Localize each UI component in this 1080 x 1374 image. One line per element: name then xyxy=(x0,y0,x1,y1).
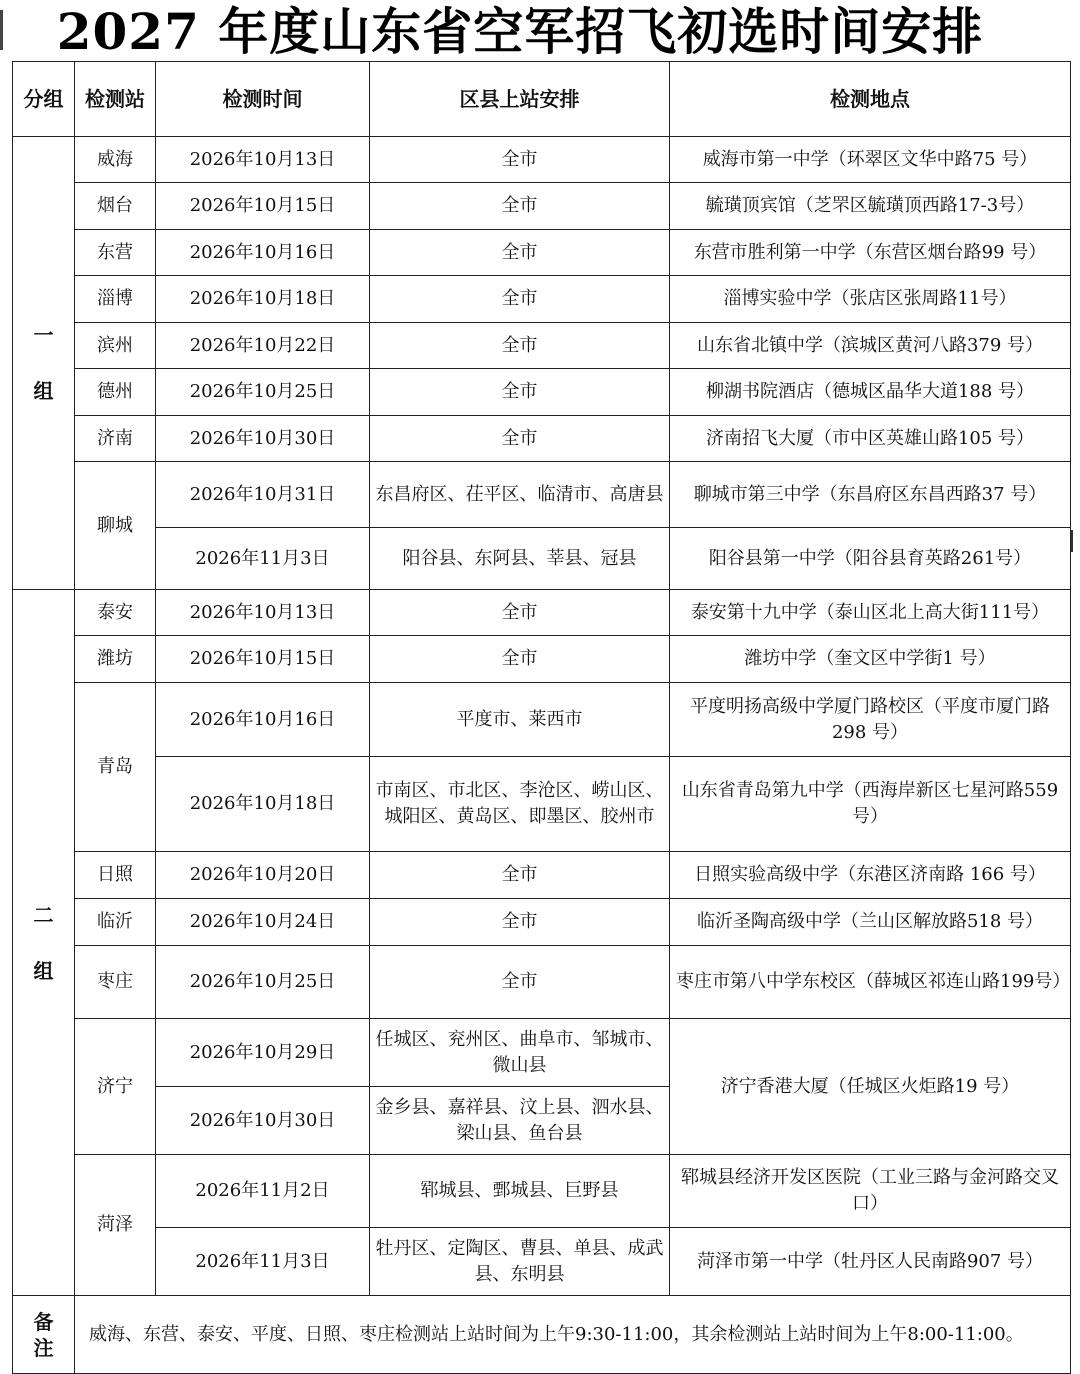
station-cell: 聊城 xyxy=(75,462,156,590)
district-cell: 全市 xyxy=(370,899,670,946)
header-station: 检测站 xyxy=(75,62,156,137)
location-cell: 泰安第十九中学（泰山区北上高大街111号） xyxy=(670,590,1071,636)
remarks-text: 威海、东营、泰安、平度、日照、枣庄检测站上站时间为上午9:30-11:00，其余检测站上站时间为上午8:00-11:00。 xyxy=(75,1296,1071,1374)
location-cell: 威海市第一中学（环翠区文华中路75 号） xyxy=(670,137,1071,183)
date-cell: 2026年10月30日 xyxy=(156,1087,370,1155)
district-cell: 全市 xyxy=(370,137,670,183)
date-cell: 2026年11月3日 xyxy=(156,528,370,590)
group-label-gap xyxy=(17,928,70,958)
table-row xyxy=(13,1019,1071,1087)
location-cell: 聊城市第三中学（东昌府区东昌西路37 号） xyxy=(670,462,1071,528)
district-cell: 全市 xyxy=(370,852,670,899)
station-cell: 滨州 xyxy=(75,323,156,369)
table-row xyxy=(13,462,1071,528)
date-cell: 2026年10月16日 xyxy=(156,683,370,757)
date-cell: 2026年10月22日 xyxy=(156,323,370,369)
table-body xyxy=(13,137,1071,1374)
location-cell: 山东省青岛第九中学（西海岸新区七星河路559 号） xyxy=(670,757,1071,852)
station-cell: 济宁 xyxy=(75,1019,156,1155)
remarks-label-part: 注 xyxy=(33,1335,54,1360)
district-cell: 全市 xyxy=(370,230,670,276)
station-cell: 威海 xyxy=(75,137,156,183)
district-cell: 市南区、市北区、李沧区、崂山区、城阳区、黄岛区、即墨区、胶州市 xyxy=(370,757,670,852)
date-cell: 2026年10月25日 xyxy=(156,946,370,1019)
date-cell: 2026年10月20日 xyxy=(156,852,370,899)
district-cell: 全市 xyxy=(370,276,670,323)
remarks-row xyxy=(13,1296,1071,1374)
remarks-label-part: 备 xyxy=(33,1309,54,1334)
header-date: 检测时间 xyxy=(156,62,370,137)
date-cell: 2026年10月29日 xyxy=(156,1019,370,1087)
district-cell: 金乡县、嘉祥县、汶上县、泗水县、梁山县、鱼台县 xyxy=(370,1087,670,1155)
location-cell: 日照实验高级中学（东港区济南路 166 号） xyxy=(670,852,1071,899)
location-cell: 郓城县经济开发区医院（工业三路与金河路交叉口） xyxy=(670,1155,1071,1228)
date-cell: 2026年10月18日 xyxy=(156,276,370,323)
district-cell: 东昌府区、茌平区、临清市、高唐县 xyxy=(370,462,670,528)
group-cell xyxy=(13,590,75,1296)
location-cell: 济宁香港大厦（任城区火炬路19 号） xyxy=(670,1019,1071,1155)
date-cell: 2026年10月16日 xyxy=(156,230,370,276)
station-cell: 潍坊 xyxy=(75,636,156,683)
group-label-part: 组 xyxy=(33,379,54,403)
table-row xyxy=(13,416,1071,462)
station-cell: 日照 xyxy=(75,852,156,899)
date-cell: 2026年10月13日 xyxy=(156,137,370,183)
date-cell: 2026年10月13日 xyxy=(156,590,370,636)
date-cell: 2026年10月18日 xyxy=(156,757,370,852)
table-row xyxy=(13,636,1071,683)
location-cell: 潍坊中学（奎文区中学街1 号） xyxy=(670,636,1071,683)
table-row xyxy=(13,852,1071,899)
group-label-part: 组 xyxy=(33,958,54,983)
date-cell: 2026年10月15日 xyxy=(156,636,370,683)
location-cell: 济南招飞大厦（市中区英雄山路105 号） xyxy=(670,416,1071,462)
table-row xyxy=(13,1155,1071,1228)
group-label-part: 一 xyxy=(33,323,54,347)
location-cell: 菏泽市第一中学（牡丹区人民南路907 号） xyxy=(670,1228,1071,1296)
table-row xyxy=(13,369,1071,416)
station-cell: 德州 xyxy=(75,369,156,416)
station-cell: 济南 xyxy=(75,416,156,462)
table-row xyxy=(13,590,1071,636)
location-cell: 东营市胜利第一中学（东营区烟台路99 号） xyxy=(670,230,1071,276)
district-cell: 阳谷县、东阿县、莘县、冠县 xyxy=(370,528,670,590)
table-row xyxy=(13,683,1071,757)
group-cell xyxy=(13,137,75,590)
location-cell: 阳谷县第一中学（阳谷县育英路261号） xyxy=(670,528,1071,590)
district-cell: 全市 xyxy=(370,590,670,636)
district-cell: 牡丹区、定陶区、曹县、单县、成武县、东明县 xyxy=(370,1228,670,1296)
district-cell: 郓城县、鄄城县、巨野县 xyxy=(370,1155,670,1228)
district-cell: 全市 xyxy=(370,369,670,416)
date-cell: 2026年10月25日 xyxy=(156,369,370,416)
header-row xyxy=(13,62,1071,137)
date-cell: 2026年10月31日 xyxy=(156,462,370,528)
location-cell: 临沂圣陶高级中学（兰山区解放路518 号） xyxy=(670,899,1071,946)
date-cell: 2026年10月15日 xyxy=(156,183,370,230)
district-cell: 全市 xyxy=(370,323,670,369)
station-cell: 菏泽 xyxy=(75,1155,156,1296)
district-cell: 全市 xyxy=(370,416,670,462)
table-row xyxy=(13,946,1071,1019)
schedule-table xyxy=(12,61,1071,1374)
table-row xyxy=(13,183,1071,230)
location-cell: 平度明扬高级中学厦门路校区（平度市厦门路298 号） xyxy=(670,683,1071,757)
district-cell: 全市 xyxy=(370,946,670,1019)
district-cell: 全市 xyxy=(370,183,670,230)
header-location: 检测地点 xyxy=(670,62,1071,137)
group-label-gap xyxy=(17,348,70,378)
table-row xyxy=(13,230,1071,276)
location-cell: 淄博实验中学（张店区张周路11号） xyxy=(670,276,1071,323)
remarks-label xyxy=(13,1296,75,1374)
table-row xyxy=(13,1228,1071,1296)
date-cell: 2026年10月24日 xyxy=(156,899,370,946)
station-cell: 淄博 xyxy=(75,276,156,323)
right-edge-mark xyxy=(1071,530,1073,552)
district-cell: 平度市、莱西市 xyxy=(370,683,670,757)
page-title: 2027 年度山东省空军招飞初选时间安排 xyxy=(56,2,984,61)
district-cell: 全市 xyxy=(370,636,670,683)
table-row xyxy=(13,276,1071,323)
table-row xyxy=(13,323,1071,369)
table-row xyxy=(13,899,1071,946)
station-cell: 东营 xyxy=(75,230,156,276)
header-group: 分组 xyxy=(13,62,75,137)
group-label-part: 二 xyxy=(33,902,54,927)
date-cell: 2026年11月3日 xyxy=(156,1228,370,1296)
table-row xyxy=(13,757,1071,852)
header-district: 区县上站安排 xyxy=(370,62,670,137)
station-cell: 临沂 xyxy=(75,899,156,946)
district-cell: 任城区、兖州区、曲阜市、邹城市、微山县 xyxy=(370,1019,670,1087)
date-cell: 2026年11月2日 xyxy=(156,1155,370,1228)
location-cell: 山东省北镇中学（滨城区黄河八路379 号） xyxy=(670,323,1071,369)
location-cell: 毓璜顶宾馆（芝罘区毓璜顶西路17-3号） xyxy=(670,183,1071,230)
station-cell: 枣庄 xyxy=(75,946,156,1019)
date-cell: 2026年10月30日 xyxy=(156,416,370,462)
table-row xyxy=(13,528,1071,590)
location-cell: 枣庄市第八中学东校区（薛城区祁连山路199号） xyxy=(670,946,1071,1019)
station-cell: 泰安 xyxy=(75,590,156,636)
station-cell: 青岛 xyxy=(75,683,156,852)
location-cell: 柳湖书院酒店（德城区晶华大道188 号） xyxy=(670,369,1071,416)
station-cell: 烟台 xyxy=(75,183,156,230)
table-row xyxy=(13,137,1071,183)
